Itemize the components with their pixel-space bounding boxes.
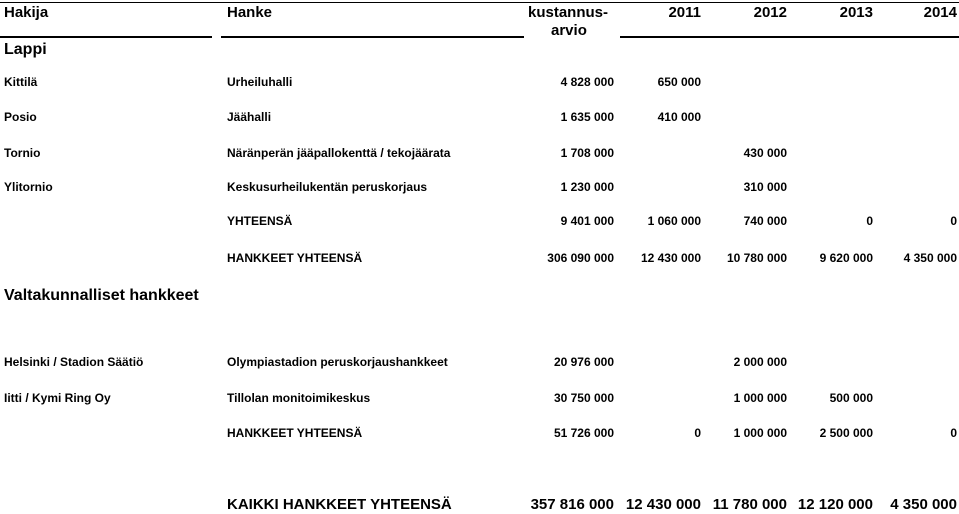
table-row xyxy=(0,146,959,162)
applicant-cell: Helsinki / Stadion Säätiö xyxy=(4,355,144,369)
grand-total-2011: 12 430 000 xyxy=(625,496,701,513)
header-cost-line1: kustannus- xyxy=(528,4,609,21)
grand-total-label: KAIKKI HANKKEET YHTEENSÄ xyxy=(227,496,452,513)
table-row xyxy=(0,355,959,371)
applicant-cell: Iitti / Kymi Ring Oy xyxy=(4,391,111,405)
y2011-cell: 0 xyxy=(694,426,701,440)
table-row xyxy=(0,75,959,91)
project-cell: HANKKEET YHTEENSÄ xyxy=(227,426,363,440)
header-hanke: Hanke xyxy=(227,4,273,21)
project-cell: Näränperän jääpallokenttä / tekojäärata xyxy=(227,146,451,160)
header-2013: 2013 xyxy=(839,4,873,21)
applicant-cell: Tornio xyxy=(4,146,41,160)
header-hakija: Hakija xyxy=(4,4,49,21)
cost-cell: 20 976 000 xyxy=(553,355,614,369)
header-2011: 2011 xyxy=(668,4,701,21)
table-row xyxy=(0,180,959,196)
table-header xyxy=(0,0,959,44)
applicant-cell: Posio xyxy=(4,110,37,124)
y2012-cell: 2 000 000 xyxy=(733,355,787,369)
y2011-cell: 410 000 xyxy=(657,110,701,124)
y2012-cell: 10 780 000 xyxy=(726,251,787,265)
y2011-cell: 12 430 000 xyxy=(640,251,701,265)
y2014-cell: 0 xyxy=(950,214,957,228)
project-cell: Keskusurheilukentän peruskorjaus xyxy=(227,180,428,194)
y2013-cell: 0 xyxy=(866,214,873,228)
grand-total-2012: 11 780 000 xyxy=(712,496,787,513)
project-cell: HANKKEET YHTEENSÄ xyxy=(227,251,363,265)
cost-cell: 1 635 000 xyxy=(560,110,614,124)
cost-cell: 9 401 000 xyxy=(560,214,614,228)
cost-cell: 1 708 000 xyxy=(560,146,614,160)
project-cell: YHTEENSÄ xyxy=(227,214,293,228)
grand-total-row xyxy=(0,496,959,514)
y2013-cell: 500 000 xyxy=(829,391,873,405)
total-row xyxy=(0,426,959,442)
project-cell: Urheiluhalli xyxy=(227,75,293,89)
y2012-cell: 310 000 xyxy=(743,180,787,194)
cost-cell: 306 090 000 xyxy=(547,251,614,265)
section-title-valtakunnalliset: Valtakunnalliset hankkeet xyxy=(4,287,199,304)
table-row xyxy=(0,110,959,126)
y2014-cell: 0 xyxy=(950,426,957,440)
y2013-cell: 2 500 000 xyxy=(819,426,873,440)
y2014-cell: 4 350 000 xyxy=(903,251,957,265)
table-row xyxy=(0,391,959,407)
header-top-line xyxy=(0,2,959,3)
y2013-cell: 9 620 000 xyxy=(819,251,873,265)
cost-cell: 4 828 000 xyxy=(560,75,614,89)
grand-total-cost: 357 816 000 xyxy=(530,496,614,513)
y2011-cell: 650 000 xyxy=(657,75,701,89)
subtotal-row xyxy=(0,214,959,230)
header-2012: 2012 xyxy=(753,4,787,21)
header-cost-line2: arvio xyxy=(551,22,587,39)
y2011-cell: 1 060 000 xyxy=(647,214,701,228)
grand-total-2014: 4 350 000 xyxy=(890,496,957,513)
cost-cell: 1 230 000 xyxy=(560,180,614,194)
y2012-cell: 430 000 xyxy=(743,146,787,160)
section-title-lappi: Lappi xyxy=(4,41,47,58)
total-row xyxy=(0,251,959,267)
cost-cell: 30 750 000 xyxy=(553,391,614,405)
applicant-cell: Kittilä xyxy=(4,75,38,89)
y2012-cell: 740 000 xyxy=(743,214,787,228)
header-2014: 2014 xyxy=(923,4,957,21)
y2012-cell: 1 000 000 xyxy=(733,426,787,440)
grand-total-2013: 12 120 000 xyxy=(797,496,873,513)
project-cell: Jäähalli xyxy=(227,110,272,124)
project-cell: Tillolan monitoimikeskus xyxy=(227,391,371,405)
applicant-cell: Ylitornio xyxy=(4,180,53,194)
header-rule-hakija xyxy=(0,36,212,38)
cost-cell: 51 726 000 xyxy=(553,426,614,440)
header-rule-years xyxy=(620,36,959,38)
project-cell: Olympiastadion peruskorjaushankkeet xyxy=(227,355,448,369)
y2012-cell: 1 000 000 xyxy=(733,391,787,405)
header-rule-hanke xyxy=(221,36,524,38)
